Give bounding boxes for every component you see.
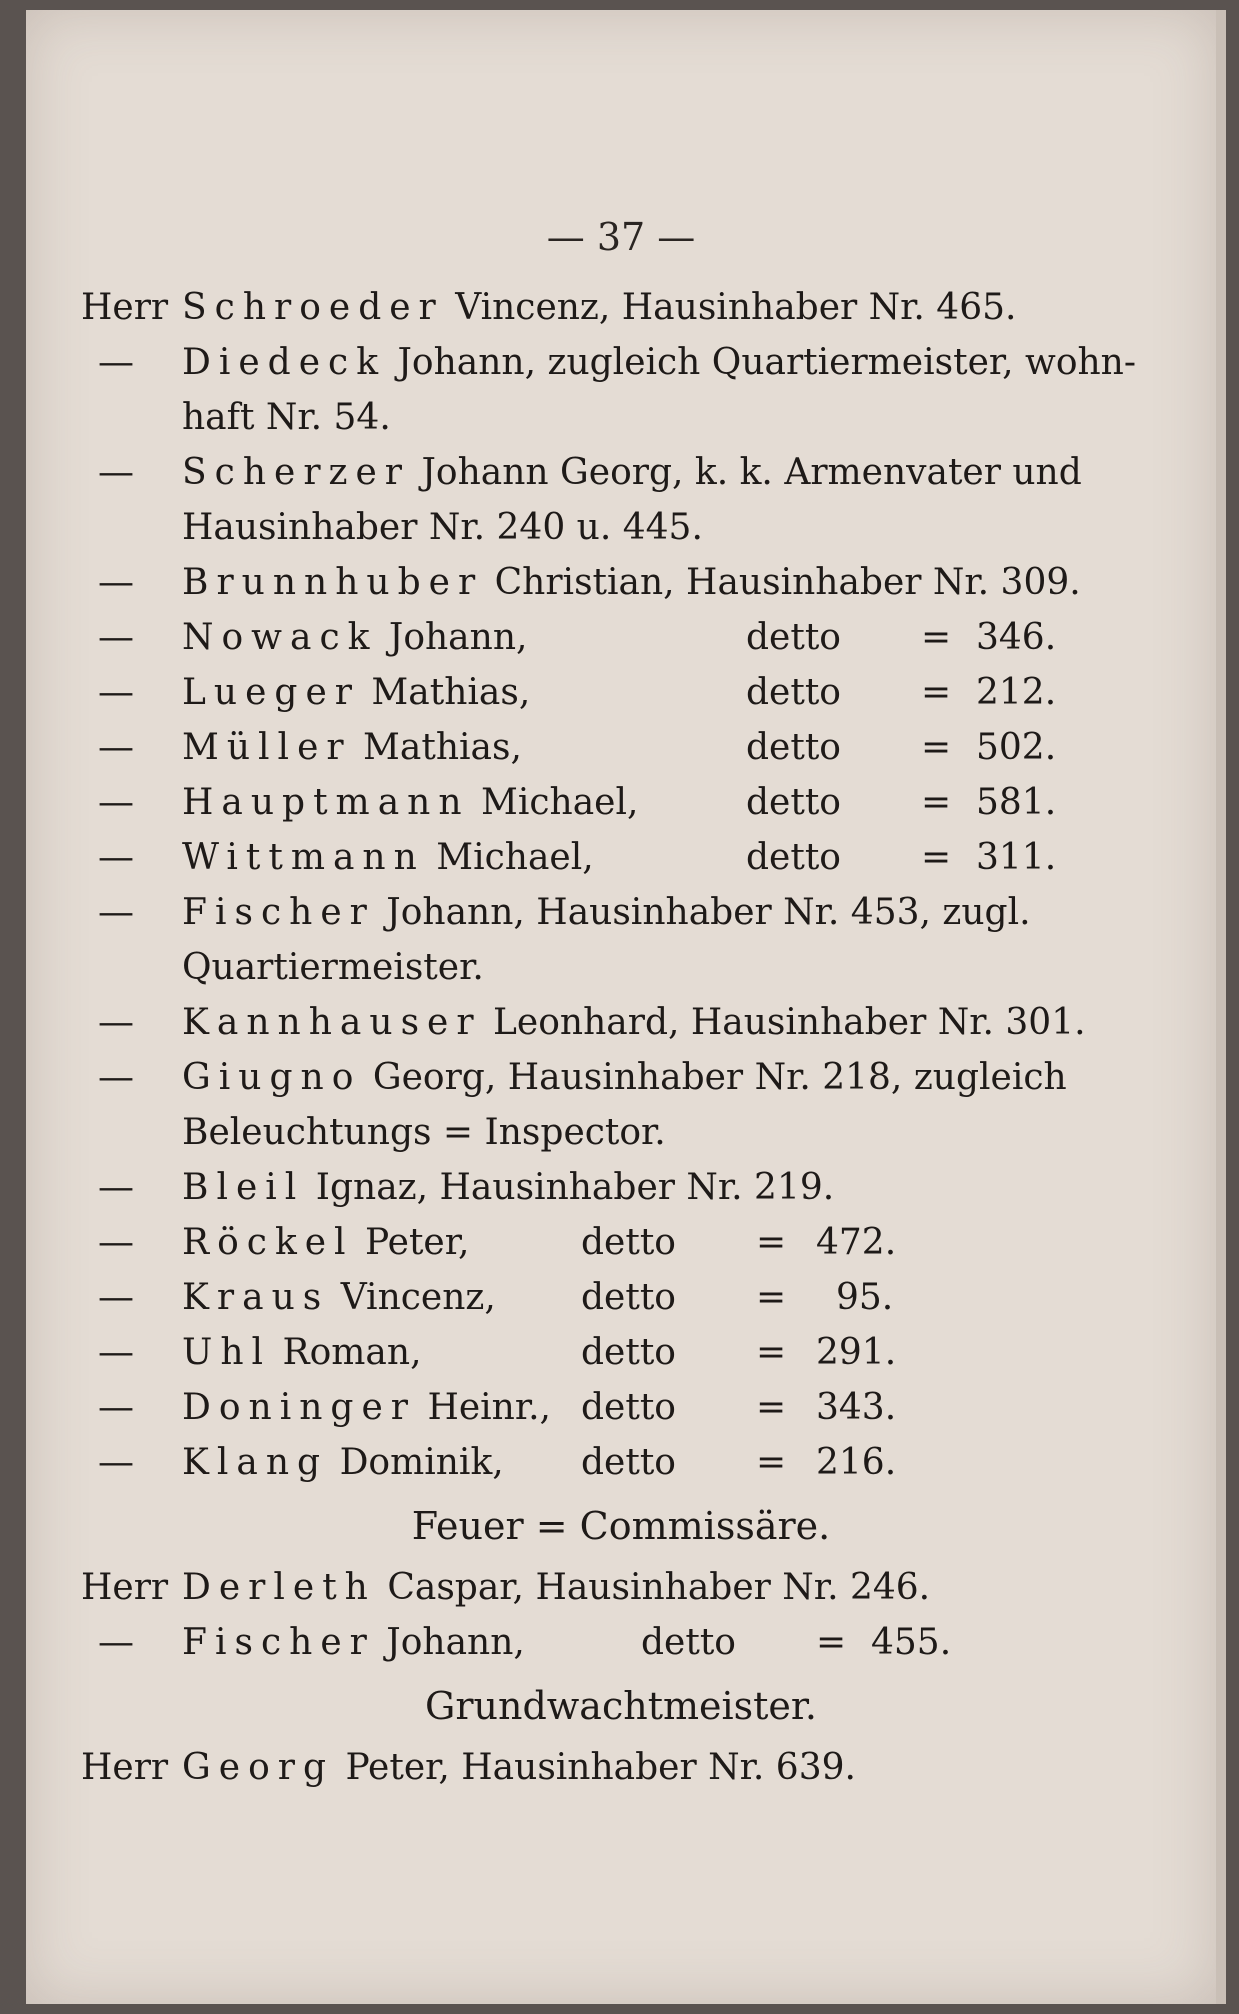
entry-ditto-mark: = — [756, 1442, 787, 1483]
section-heading-feuer: Feuer = Commissäre. — [411, 1504, 831, 1548]
entry-house-number: 212. — [976, 672, 1057, 713]
entry-detto: detto — [746, 617, 841, 658]
entry-text: Ignaz, Hausinhaber Nr. 219. — [315, 1167, 835, 1208]
section-heading-grund: Grundwachtmeister. — [424, 1684, 817, 1728]
entry-prefix: — — [98, 1387, 134, 1428]
entry-surname: Georg — [182, 1747, 334, 1788]
entry-prefix: — — [98, 562, 134, 603]
entry-house-number: 311. — [976, 837, 1057, 878]
entry-prefix: — — [98, 672, 134, 713]
entry-continuation: Quartiermeister. — [182, 947, 484, 988]
entry-surname: Kannhauser — [182, 1002, 482, 1043]
entry-text: Christian, Hausinhaber Nr. 309. — [494, 562, 1081, 603]
entry-detto: detto — [581, 1332, 676, 1373]
entry-continuation: haft Nr. 54. — [182, 397, 391, 438]
entry-surname: Nowack — [182, 617, 378, 658]
entry-prefix: — — [98, 1167, 134, 1208]
entry-prefix: — — [98, 1442, 134, 1483]
entry-ditto-mark: = — [756, 1222, 787, 1263]
entry-text: Vincenz, — [340, 1277, 496, 1318]
book-page — [26, 10, 1226, 2004]
page-number: — 37 — — [546, 215, 696, 259]
entry-prefix: Herr — [81, 1567, 169, 1608]
entry-detto: detto — [746, 782, 841, 823]
entry-text: Mathias, — [371, 672, 531, 713]
entry-surname: Scherzer — [182, 452, 411, 493]
entry-text: Vincenz, Hausinhaber Nr. 465. — [455, 287, 1017, 328]
entry-text: Heinr., — [427, 1387, 551, 1428]
entry-ditto-mark: = — [921, 727, 952, 768]
entry-surname: Bleil — [182, 1167, 305, 1208]
entry-text: Leonhard, Hausinhaber Nr. 301. — [493, 1002, 1086, 1043]
entry-detto: detto — [746, 837, 841, 878]
entry-prefix: — — [98, 1057, 134, 1098]
entry-surname: Schroeder — [182, 287, 444, 328]
entry-house-number: 346. — [976, 617, 1057, 658]
entry-surname: Doninger — [182, 1387, 416, 1428]
entry-prefix: — — [98, 1002, 134, 1043]
entry-house-number: 216. — [816, 1442, 897, 1483]
entry-surname: Fischer — [182, 1622, 375, 1663]
entry-text: Dominik, — [339, 1442, 504, 1483]
entry-ditto-mark: = — [921, 782, 952, 823]
entry-prefix: Herr — [81, 1747, 169, 1788]
entry-detto: detto — [581, 1387, 676, 1428]
entry-text: Georg, Hausinhaber Nr. 218, zugleich — [372, 1057, 1067, 1098]
entry-surname: Röckel — [182, 1222, 354, 1263]
entry-text: Peter, — [365, 1222, 470, 1263]
entry-detto: detto — [581, 1222, 676, 1263]
entry-house-number: 95. — [836, 1277, 894, 1318]
entry-house-number: 455. — [871, 1622, 952, 1663]
entry-prefix: — — [98, 452, 134, 493]
entry-detto: detto — [746, 727, 841, 768]
entry-text: Johann, — [388, 617, 528, 658]
entry-prefix: — — [98, 727, 134, 768]
entry-surname: Fischer — [182, 892, 375, 933]
entry-text: Roman, — [282, 1332, 422, 1373]
entry-ditto-mark: = — [756, 1277, 787, 1318]
entry-prefix: Herr — [81, 287, 169, 328]
entry-text: Johann, Hausinhaber Nr. 453, zugl. — [386, 892, 1031, 933]
entry-surname: Uhl — [182, 1332, 272, 1373]
entry-text: Johann Georg, k. k. Armenvater und — [421, 452, 1082, 493]
entry-continuation: Beleuchtungs = Inspector. — [182, 1112, 666, 1153]
entry-detto: detto — [581, 1277, 676, 1318]
entry-prefix: — — [98, 1622, 134, 1663]
entry-surname: Lueger — [182, 672, 360, 713]
entry-surname: Hauptmann — [182, 782, 470, 823]
entry-surname: Kraus — [182, 1277, 330, 1318]
entry-prefix: — — [98, 837, 134, 878]
entry-continuation: Hausinhaber Nr. 240 u. 445. — [182, 507, 703, 548]
entry-detto: detto — [746, 672, 841, 713]
entry-surname: Wittmann — [182, 837, 425, 878]
entry-house-number: 581. — [976, 782, 1057, 823]
entry-prefix: — — [98, 617, 134, 658]
entry-surname: Brunnhuber — [182, 562, 484, 603]
entry-text: Johann, — [386, 1622, 525, 1663]
entry-prefix: — — [98, 1222, 134, 1263]
entry-ditto-mark: = — [756, 1387, 787, 1428]
entry-text: Mathias, — [363, 727, 522, 768]
entry-prefix: — — [98, 892, 134, 933]
entry-ditto-mark: = — [921, 837, 952, 878]
entry-ditto-mark: = — [921, 672, 952, 713]
entry-ditto-mark: = — [921, 617, 952, 658]
entry-surname: Giugno — [182, 1057, 362, 1098]
entry-text: Michael, — [480, 782, 639, 823]
entry-surname: Klang — [182, 1442, 329, 1483]
entry-prefix: — — [98, 782, 134, 823]
entry-prefix: — — [98, 1332, 134, 1373]
entry-text: Peter, Hausinhaber Nr. 639. — [345, 1747, 856, 1788]
entry-detto: detto — [641, 1622, 736, 1663]
entry-detto: detto — [581, 1442, 676, 1483]
entry-ditto-mark: = — [756, 1332, 787, 1373]
entry-text: Michael, — [436, 837, 594, 878]
entry-prefix: — — [98, 342, 134, 383]
entry-prefix: — — [98, 1277, 134, 1318]
entry-house-number: 291. — [816, 1332, 897, 1373]
entry-ditto-mark: = — [816, 1622, 847, 1663]
entry-text: Caspar, Hausinhaber Nr. 246. — [387, 1567, 931, 1608]
entry-surname: Müller — [182, 727, 352, 768]
entry-surname: Derleth — [182, 1567, 376, 1608]
entry-house-number: 472. — [816, 1222, 897, 1263]
entry-surname: Diedeck — [182, 342, 387, 383]
entry-house-number: 343. — [816, 1387, 897, 1428]
entry-text: Johann, zugleich Quartiermeister, wohn- — [397, 342, 1137, 383]
entry-house-number: 502. — [976, 727, 1057, 768]
